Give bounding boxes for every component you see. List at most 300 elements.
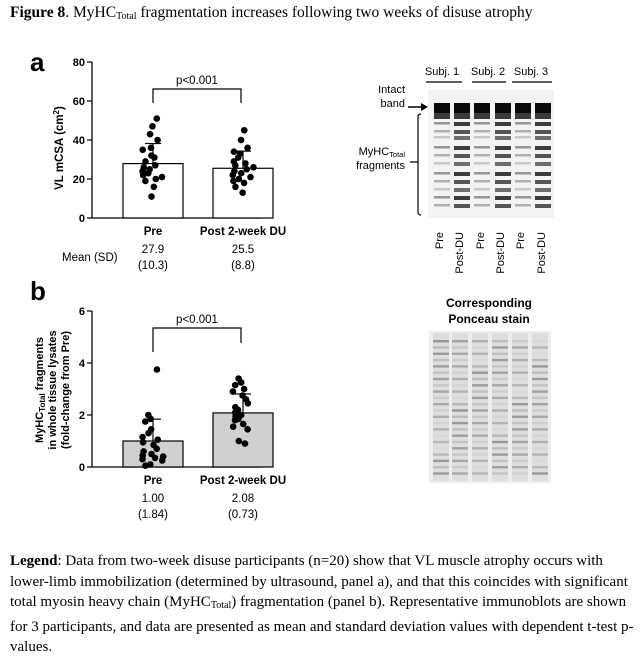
ponceau-band [492,441,508,443]
panel-a-sd: (10.3) [137,260,169,272]
blot-band [454,113,470,119]
blot-band [495,130,511,134]
blot-band [515,154,531,157]
panel-a-tick-label: 60 [72,96,85,108]
blot-lane-label: Pre [434,232,446,250]
ponceau-band [532,472,548,474]
panel-a-tick-label: 40 [72,135,85,147]
ponceau-band [532,390,548,392]
ponceau-band [472,466,488,468]
blot-band [535,162,551,166]
data-point [247,174,254,181]
ponceau-band [472,428,488,430]
ponceau-band [512,378,528,380]
ponceau-band [512,428,528,430]
ponceau-band [452,365,468,367]
ponceau-band [492,346,508,348]
data-point [238,137,245,144]
blot-band [434,188,450,191]
data-point [159,174,166,181]
data-point [151,154,158,161]
ponceau-title: Corresponding [446,296,532,310]
blot-band [515,130,531,133]
ponceau-band [532,453,548,455]
panel-a-ticks [73,57,92,225]
ponceau-band [472,403,488,405]
ponceau-band [472,453,488,455]
ponceau-band [472,353,488,355]
panel-a-ylabel-end: ) [54,106,66,110]
ponceau-band [532,416,548,418]
blot-band [535,136,551,140]
data-point [230,423,237,430]
ponceau-band [492,453,508,455]
blot-band [495,204,511,208]
panel-b-tick-label: 6 [78,306,85,318]
ponceau-band [532,409,548,411]
panel-b-sd: (0.73) [227,509,259,521]
ponceau-lane [532,333,548,481]
blot-band [535,146,551,150]
panel-b-group-label: Pre [143,475,163,487]
panel-a-tick-label: 0 [78,213,85,225]
blot-band-intact [454,103,470,113]
ponceau-band [532,353,548,355]
panel-a-mean: 27.9 [141,244,165,256]
blot-band [474,172,490,175]
data-point [241,127,248,134]
ponceau-band [472,460,488,462]
data-point [152,455,159,462]
panel-b-significance-bracket [153,328,241,352]
ponceau-band [512,340,528,342]
blot-band [535,172,551,176]
ponceau-band [492,472,508,474]
panel-b-group-label: Post 2-week DU [199,475,287,487]
data-point [244,426,251,433]
data-point [151,184,158,191]
panel-b-pvalue: p<0.001 [176,314,218,326]
blot-band [515,113,531,119]
figure-title-pre: . MyHC [65,4,117,21]
data-point [139,456,146,463]
blot-band [454,162,470,166]
blot-band [495,162,511,166]
blot-band [474,154,490,157]
data-point [148,193,155,200]
ponceau-band [512,472,528,474]
data-point [241,386,248,393]
ponceau-band [472,365,488,367]
ponceau-band [512,422,528,424]
blot-band [434,180,450,183]
ponceau-band [452,384,468,386]
data-point [152,162,159,169]
ponceau-panel [429,296,551,483]
ponceau-band [512,372,528,374]
ponceau-band [433,472,449,474]
blot-lane-label: Post-DU [536,232,548,274]
ponceau-band [472,378,488,380]
panel-a-group-label: Post 2-week DU [199,226,287,238]
ponceau-band [512,384,528,386]
panel-b-ylabel-sub: Total [38,393,47,412]
ponceau-band [512,359,528,361]
ponceau-band [492,447,508,449]
ponceau-band [492,428,508,430]
data-point [142,178,149,185]
ponceau-band [472,441,488,443]
ponceau-band [433,390,449,392]
blot-band [474,162,490,165]
ponceau-band [512,390,528,392]
blot-lane-label: Post-DU [454,232,466,274]
ponceau-band [492,422,508,424]
data-point [154,436,161,443]
data-point [147,131,154,138]
ponceau-band [512,365,528,367]
ponceau-lane [433,333,449,481]
ponceau-band [433,466,449,468]
blot-band [474,188,490,191]
panel-a-tick-label: 80 [72,57,85,69]
blot-band [474,122,490,125]
data-point [142,462,149,469]
ponceau-band [472,390,488,392]
ponceau-band [472,340,488,342]
panel-b-mean: 1.00 [141,493,165,505]
blot-band [474,136,490,139]
ponceau-band [433,340,449,342]
figure-legend [10,551,635,658]
panel-a-ylabel-main: VL mCSA (cm [54,114,66,190]
ponceau-band [472,359,488,361]
data-point [229,172,236,179]
ponceau-band [433,435,449,437]
blot-lane-label: Post-DU [495,232,507,274]
panel-b-marks [123,366,273,469]
ponceau-band [532,365,548,367]
data-point [139,146,146,153]
data-point [231,148,238,155]
legend-body-1: : Data from two-week disuse participants (n=20) show that VL muscle atrophy occurs with lower-limb immobilization (determined by ultrasound, panel a), and that this coincides with significant total myosin heavy chain (MyHC [10,553,628,610]
panel-a-pvalue: p<0.001 [176,75,218,87]
ponceau-band [492,359,508,361]
figure-label: Figure 8 [10,4,66,21]
panel-a-significance-bracket [153,89,241,103]
ponceau-band [433,378,449,380]
data-point [232,184,239,191]
ponceau-title: Ponceau stain [448,312,530,326]
blot-frag-label: fragments [356,160,405,172]
blot-intact-label: band [380,98,405,110]
ponceau-band [532,359,548,361]
blot-band [515,136,531,139]
ponceau-band [532,384,548,386]
data-point [240,421,247,428]
data-point [154,137,161,144]
blot-band [454,180,470,184]
ponceau-band [472,422,488,424]
data-point [149,123,156,130]
data-point [236,438,243,445]
ponceau-band [532,428,548,430]
data-point [242,440,249,447]
data-point [142,158,149,165]
ponceau-band [512,447,528,449]
ponceau-band [433,403,449,405]
immunoblot-panel [356,66,554,274]
data-point [140,439,147,446]
blot-band-intact [535,103,551,113]
ponceau-band [512,453,528,455]
blot-lane-label: Pre [475,232,487,250]
ponceau-band [433,397,449,399]
panel-b-ylabel-pre: MyHC [34,411,46,443]
ponceau-band [452,397,468,399]
ponceau-band [433,441,449,443]
ponceau-band [452,453,468,455]
data-point [244,145,251,152]
figure-title-sub: Total [116,11,137,22]
panel-b-sd: (1.84) [137,509,169,521]
data-point [245,400,252,407]
ponceau-band [433,422,449,424]
ponceau-band [512,397,528,399]
ponceau-band [512,435,528,437]
blot-frag-bracket [410,117,418,212]
panel-a [30,47,286,272]
panel-a-group-label: Pre [143,226,163,238]
ponceau-band [532,346,548,348]
ponceau-band [472,472,488,474]
figure-title-post: fragmentation increases following two weeks of disuse atrophy [136,4,533,21]
ponceau-band [452,441,468,443]
ponceau-band [512,403,528,405]
blot-band [434,196,450,199]
ponceau-band [472,447,488,449]
blot-band [515,180,531,183]
blot-subject-label: Subj. 3 [513,66,549,78]
ponceau-band [452,353,468,355]
blot-band [495,154,511,158]
legend-lead: Legend [10,553,58,569]
ponceau-band [472,346,488,348]
blot-band [434,162,450,165]
blot-subject-label: Subj. 1 [424,66,460,78]
ponceau-lane [452,333,468,481]
data-point [154,366,161,373]
ponceau-band [532,403,548,405]
data-point [250,164,257,171]
blot-band [474,130,490,133]
ponceau-band [492,409,508,411]
ponceau-band [492,340,508,342]
ponceau-band [452,466,468,468]
panel-b-ylabel-line2: in whole tissue lysates [47,330,59,450]
data-point [145,430,152,437]
blot-band [474,196,490,199]
ponceau-band [452,447,468,449]
blot-band [515,162,531,165]
ponceau-band [492,378,508,380]
ponceau-band [472,435,488,437]
blot-band [434,130,450,133]
ponceau-band [512,466,528,468]
ponceau-band [532,340,548,342]
blot-band [535,196,551,200]
blot-band [515,122,531,125]
data-point [232,162,239,169]
ponceau-band [472,372,488,374]
panel-b-letter: b [30,276,46,306]
data-point [242,160,249,167]
ponceau-band [492,365,508,367]
data-point [241,180,248,187]
blot-band [474,180,490,183]
ponceau-band [452,472,468,474]
panel-a-sd: (8.8) [231,260,255,272]
data-point [232,417,239,424]
ponceau-band [532,378,548,380]
panel-b-ylabel-line1 [34,337,47,443]
blot-band [454,188,470,192]
ponceau-band [433,460,449,462]
blot-band [495,113,511,119]
ponceau-band [452,416,468,418]
ponceau-band [472,397,488,399]
blot-band [474,204,490,207]
blot-band [535,204,551,208]
blot-band [495,136,511,140]
ponceau-band [433,416,449,418]
ponceau-band [433,365,449,367]
ponceau-band [433,409,449,411]
blot-band [434,136,450,139]
ponceau-band [452,372,468,374]
ponceau-band [452,403,468,405]
ponceau-band [452,378,468,380]
ponceau-band [512,416,528,418]
panel-a-ylabel-sup: 2 [52,109,61,115]
ponceau-band [492,435,508,437]
blot-band [495,172,511,176]
blot-band [495,122,511,126]
blot-band [454,130,470,134]
blot-band [495,180,511,184]
data-point [238,379,245,386]
blot-band [434,113,450,119]
blot-frag-label-main: MyHC [358,146,390,158]
panel-a-mean-label: Mean (SD) [62,252,118,264]
ponceau-band [532,460,548,462]
blot-band [515,188,531,191]
ponceau-band [532,397,548,399]
ponceau-band [512,409,528,411]
ponceau-lane [472,333,488,481]
data-point [142,418,149,425]
blot-band [454,122,470,126]
ponceau-band [492,416,508,418]
blot-lane-label: Pre [515,232,527,250]
panel-b-ylabel-line3: (fold-change from Pre) [60,331,72,449]
blot-band [515,204,531,207]
legend-body-2: ) fragmentation (panel b). Representative immunoblots are shown for 3 participants, and data are presented as mean and standard deviation values with dependent t-test p-values. [10,594,634,655]
ponceau-band [452,359,468,361]
ponceau-band [433,453,449,455]
blot-band [454,196,470,200]
blot-band [535,122,551,126]
panel-a-letter: a [30,47,45,77]
ponceau-band [452,390,468,392]
ponceau-band [512,441,528,443]
panel-b-ticks [79,306,92,474]
blot-band [535,130,551,134]
legend-sub-1: Total [210,600,232,611]
ponceau-band [512,460,528,462]
ponceau-band [492,384,508,386]
ponceau-band [452,346,468,348]
ponceau-band [472,409,488,411]
ponceau-band [492,390,508,392]
data-point [239,189,246,196]
data-point [230,388,237,395]
ponceau-band [452,409,468,411]
ponceau-lane [512,333,528,481]
blot-band [535,113,551,119]
blot-frag-label [359,146,406,159]
ponceau-band [433,353,449,355]
data-point [153,446,160,453]
panel-a-mean: 25.5 [231,244,255,256]
panel-b-tick-label: 4 [78,358,85,370]
data-point [152,176,159,183]
blot-band [434,172,450,175]
ponceau-band [492,460,508,462]
blot-band [535,180,551,184]
ponceau-band [492,397,508,399]
ponceau-band [532,422,548,424]
blot-band [515,196,531,199]
panel-b-tick-label: 0 [78,462,85,474]
ponceau-band [512,353,528,355]
ponceau-band [532,447,548,449]
ponceau-band [433,428,449,430]
data-point [243,166,250,173]
blot-frag-label-sub: Total [389,150,405,159]
blot-band [454,172,470,176]
data-point [232,382,239,389]
blot-band [515,172,531,175]
blot-band [474,146,490,149]
blot-band [434,154,450,157]
ponceau-band [472,416,488,418]
data-point [159,457,166,464]
ponceau-band [452,435,468,437]
blot-band-intact [474,103,490,113]
ponceau-band [492,372,508,374]
panel-b-mean: 2.08 [231,493,255,505]
blot-intact-arrow-head [421,103,428,111]
ponceau-band [433,447,449,449]
ponceau-band [433,384,449,386]
blot-band [495,188,511,192]
ponceau-band [492,403,508,405]
panel-b [30,276,286,521]
panel-b-tick-label: 2 [78,410,85,422]
blot-band [454,204,470,208]
blot-band-intact [515,103,531,113]
